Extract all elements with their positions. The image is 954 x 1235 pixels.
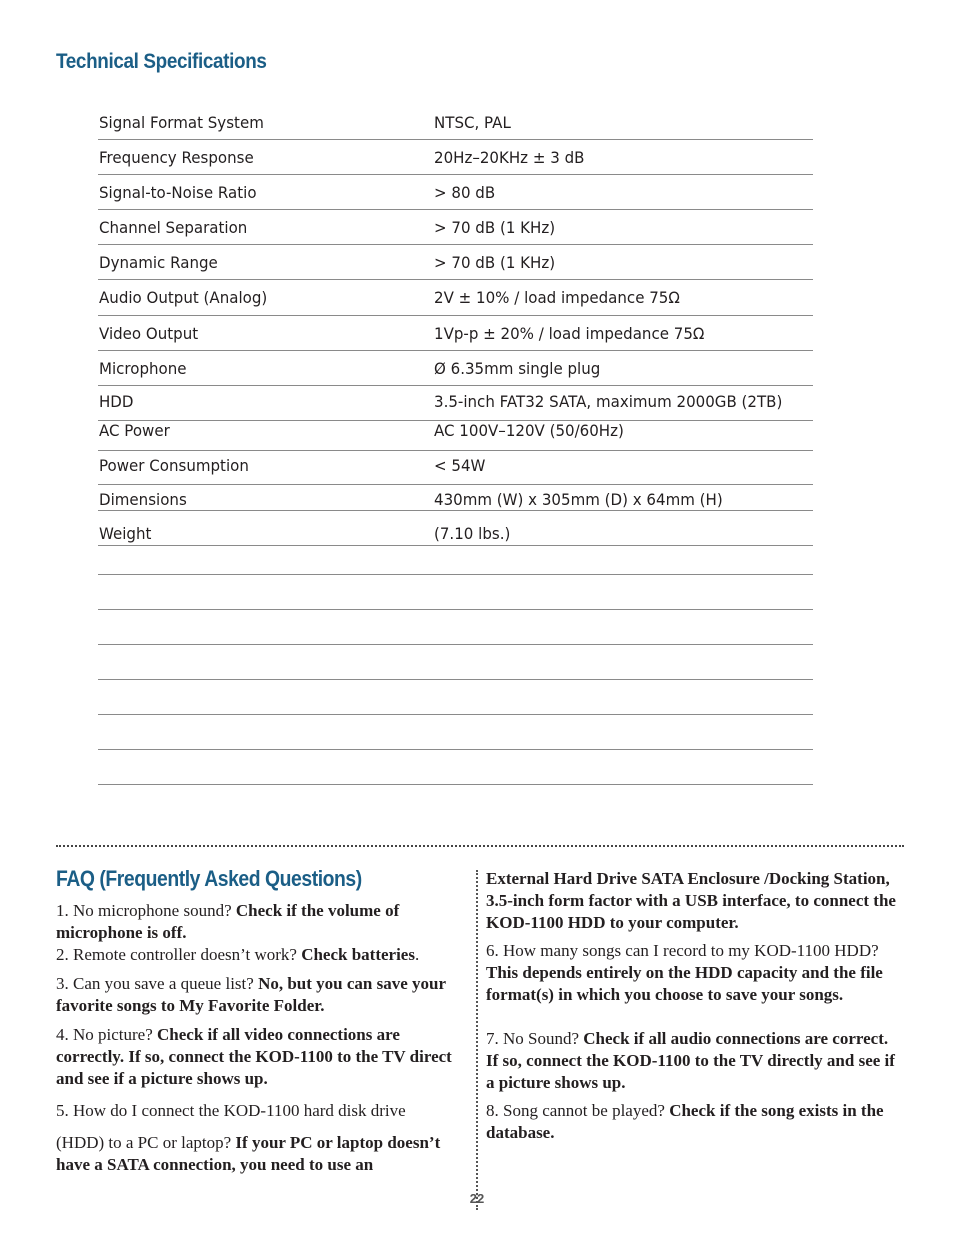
spec-label: Frequency Response — [99, 148, 254, 167]
spec-label: HDD — [99, 392, 134, 411]
blank-rule — [98, 714, 813, 715]
faq-answer: Check if the song exists in the database. — [486, 1101, 884, 1142]
spec-value: AC 100V–120V (50/60Hz) — [434, 421, 624, 440]
faq-answer: This depends entirely on the HDD capacity and the file format(s) in which you choose to save your songs. — [486, 963, 883, 1004]
faq-answer: Check batteries — [301, 945, 415, 964]
spec-row — [98, 451, 813, 485]
spec-value: 20Hz–20KHz ± 3 dB — [434, 148, 585, 167]
faq-item — [486, 940, 896, 1006]
spec-value: > 80 dB — [434, 183, 496, 202]
spec-label: Signal-to-Noise Ratio — [99, 183, 257, 202]
spec-value: 430mm (W) x 305mm (D) x 64mm (H) — [434, 490, 723, 509]
spec-row — [98, 210, 813, 245]
spec-row — [98, 351, 813, 386]
faq-answer: Check if all video connections are correctly. If so, connect the KOD-1100 to the TV direct and see if a picture shows up. — [56, 1025, 452, 1088]
faq-question: 3. Can you save a queue list? — [56, 974, 259, 993]
spec-row — [98, 386, 813, 421]
faq-answer: External Hard Drive SATA Enclosure /Docking Station, 3.5-inch form factor with a USB interface, to connect the KOD-1100 HDD to your computer. — [486, 869, 896, 932]
faq-section-title: FAQ (Frequently Asked Questions) — [56, 866, 362, 891]
spec-value: 3.5-inch FAT32 SATA, maximum 2000GB (2TB) — [434, 392, 783, 411]
spec-label: AC Power — [99, 421, 170, 440]
spec-table — [98, 105, 813, 546]
faq-question: 1. No microphone sound? — [56, 901, 236, 920]
faq-answer: If your PC or laptop doesn’t have a SATA connection, you need to use an — [56, 1133, 441, 1174]
spec-row — [98, 316, 813, 351]
faq-item — [486, 1100, 896, 1144]
spec-label: Dynamic Range — [99, 253, 218, 272]
faq-question: 6. How many songs can I record to my KOD-1100 HDD? — [486, 941, 879, 960]
faq-column-right — [486, 868, 896, 1144]
spec-label: Power Consumption — [99, 456, 249, 475]
spec-label: Channel Separation — [99, 218, 248, 237]
faq-item — [56, 944, 466, 966]
spec-value: NTSC, PAL — [434, 113, 511, 132]
page-number: 22 — [469, 1191, 485, 1206]
faq-answer: Check if the volume of microphone is off. — [56, 901, 400, 942]
faq-question: 5. How do I connect the KOD-1100 hard disk drive — [56, 1101, 406, 1120]
spec-value: > 70 dB (1 KHz) — [434, 253, 556, 272]
spec-value: (7.10 lbs.) — [434, 524, 511, 543]
spec-row — [98, 485, 813, 511]
spec-label: Dimensions — [99, 490, 187, 509]
spec-value: 2V ± 10% / load impedance 75Ω — [434, 288, 680, 307]
faq-question: 7. No Sound? — [486, 1029, 584, 1048]
blank-rule — [98, 679, 813, 680]
spec-label: Microphone — [99, 359, 187, 378]
blank-rule — [98, 749, 813, 750]
faq-item — [56, 973, 466, 1017]
spec-value: Ø 6.35mm single plug — [434, 359, 601, 378]
spec-row — [98, 105, 813, 140]
spec-label: Weight — [99, 524, 152, 543]
spec-label: Signal Format System — [99, 113, 264, 132]
spec-section-title: Technical Specifications — [56, 50, 267, 73]
blank-rule — [98, 574, 813, 575]
spec-value: 1Vp-p ± 20% / load impedance 75Ω — [434, 324, 705, 343]
faq-item — [56, 1132, 466, 1176]
section-divider — [56, 845, 904, 847]
faq-answer: Check if all audio connections are correct. If so, connect the KOD-1100 to the TV directly and see if a picture shows up. — [486, 1029, 895, 1092]
blank-rule — [98, 609, 813, 610]
spec-row — [98, 421, 813, 451]
faq-item — [486, 1028, 896, 1094]
blank-rule — [98, 784, 813, 785]
faq-question: (HDD) to a PC or laptop? — [56, 1133, 236, 1152]
spec-row — [98, 140, 813, 175]
faq-question: 8. Song cannot be played? — [486, 1101, 670, 1120]
spec-label: Video Output — [99, 324, 199, 343]
faq-question: 4. No picture? — [56, 1025, 158, 1044]
faq-answer: No, but you can save your favorite songs to My Favorite Folder. — [56, 974, 446, 1015]
faq-item — [486, 868, 896, 934]
faq-punct: . — [414, 945, 420, 964]
spec-value: < 54W — [434, 456, 486, 475]
faq-item — [56, 1100, 466, 1122]
faq-question: 2. Remote controller doesn’t work? — [56, 945, 302, 964]
spec-label: Audio Output (Analog) — [99, 288, 268, 307]
spec-row — [98, 245, 813, 280]
spec-value: > 70 dB (1 KHz) — [434, 218, 556, 237]
faq-item — [56, 900, 466, 944]
spec-row — [98, 280, 813, 316]
blank-rule — [98, 644, 813, 645]
faq-column-left — [56, 900, 466, 1176]
faq-item — [56, 1024, 466, 1090]
spec-row — [98, 175, 813, 210]
column-divider — [476, 870, 478, 1210]
spec-row — [98, 511, 813, 546]
